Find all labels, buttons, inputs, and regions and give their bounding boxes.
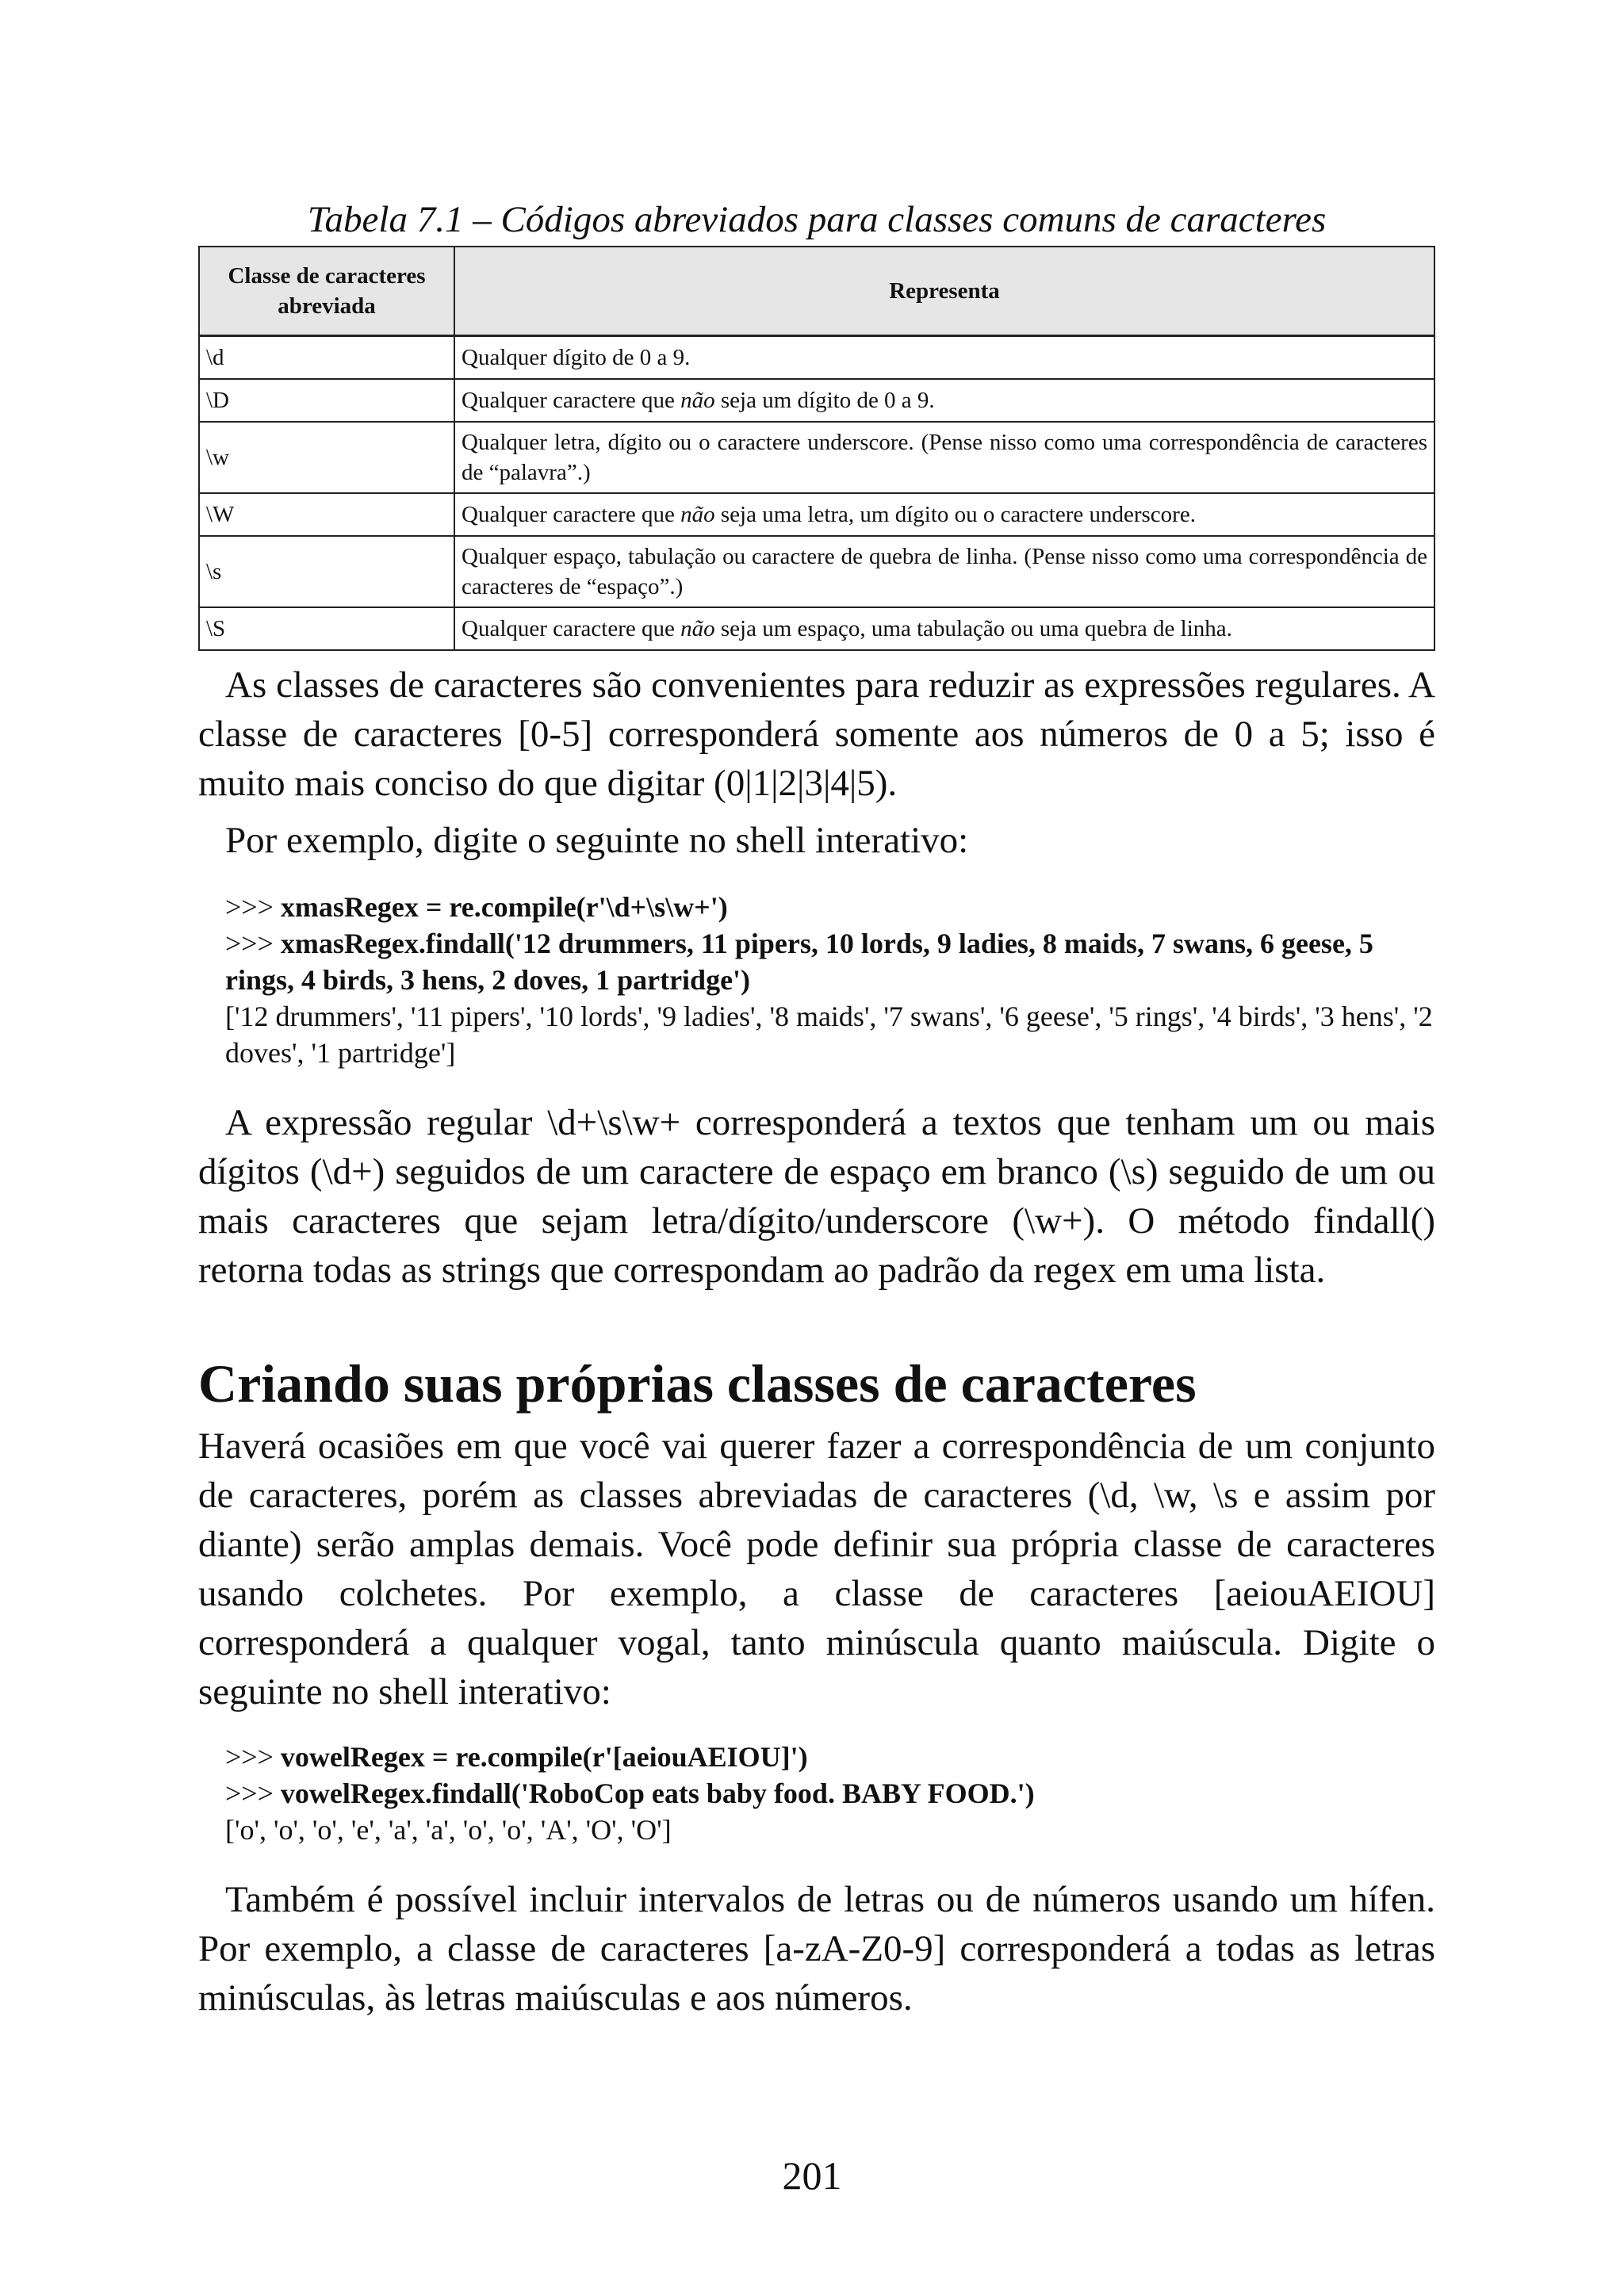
class-description: Qualquer dígito de 0 a 9. [454,336,1434,380]
class-description: Qualquer caractere que não seja um espaço, uma tabulação ou uma quebra de linha. [454,607,1434,650]
class-code: \w [199,422,454,493]
code-line: >>> xmasRegex.findall('12 drummers, 11 pipers, 10 lords, 9 ladies, 8 maids, 7 swans, 6 geese, 5 rings, 4 birds, 3 hens, 2 doves, 1 partridge') [225,928,1373,996]
code-line: >>> vowelRegex = re.compile(r'[aeiouAEIOU]') [225,1741,808,1773]
class-description: Qualquer espaço, tabulação ou caractere de quebra de linha. (Pense nisso como uma correspondência de caracteres de “espaço”.) [454,536,1434,607]
paragraph-regex-explanation: A expressão regular \d+\s\w+ corresponderá a textos que tenham um ou mais dígitos (\d+) seguidos de um caractere de espaço em branco (\s) seguido de um ou mais caracteres que sejam letra/dígito/underscore (\w+). O método findall() retorna todas as strings que correspondam ao padrão da regex em uma lista. [198,1102,1435,1291]
table-row [199,536,1434,607]
table-row [199,493,1434,536]
code-block-vowel [225,1739,1435,1848]
class-code: \s [199,536,454,607]
code-output: ['12 drummers', '11 pipers', '10 lords', '9 ladies', '8 maids', '7 swans', '6 geese', '5 rings', '4 birds', '3 hens', '2 doves', '1 partridge'] [225,1001,1433,1069]
paragraph-ranges: Também é possível incluir intervalos de letras ou de números usando um hífen. Por exemplo, a classe de caracteres [a-zA-Z0-9] corresponderá a todas as letras minúsculas, às letras maiúsculas e aos números. [198,1879,1435,2019]
class-code: \S [199,607,454,650]
code-line: >>> vowelRegex.findall('RoboCop eats baby food. BABY FOOD.') [225,1777,1035,1809]
page-number: 201 [782,2153,842,2198]
paragraph-example-intro: Por exemplo, digite o seguinte no shell interativo: [225,820,969,861]
code-block-xmas [225,889,1435,1071]
class-description: Qualquer caractere que não seja uma letra, um dígito ou o caractere underscore. [454,493,1434,536]
paragraph-character-classes: As classes de caracteres são convenientes para reduzir as expressões regulares. A classe de caracteres [0-5] corresponderá somente aos números de 0 a 5; isso é muito mais conciso do que digitar (0|1|2|3|4|5). [198,664,1435,804]
class-code: \D [199,379,454,422]
table-header-row [199,247,1434,336]
code-line: >>> xmasRegex = re.compile(r'\d+\s\w+') [225,891,728,923]
table-row [199,336,1434,380]
class-code: \d [199,336,454,380]
table-row [199,379,1434,422]
class-description: Qualquer letra, dígito ou o caractere underscore. (Pense nisso como uma correspondência de caracteres de “palavra”.) [454,422,1434,493]
section-title: Criando suas próprias classes de caracteres [198,1353,1197,1414]
character-class-table [198,246,1435,651]
code-output: ['o', 'o', 'o', 'e', 'a', 'a', 'o', 'o', 'A', 'O', 'O'] [225,1814,672,1846]
table-row [199,607,1434,650]
class-description: Qualquer caractere que não seja um dígito de 0 a 9. [454,379,1434,422]
class-code: \W [199,493,454,536]
table-row [199,422,1434,493]
page-content [198,195,1435,2022]
header-class: Classe de caracteres abreviada [199,247,454,336]
table-caption: Tabela 7.1 – Códigos abreviados para classes comuns de caracteres [307,199,1327,240]
paragraph-custom-classes: Haverá ocasiões em que você vai querer fazer a correspondência de um conjunto de caracteres, porém as classes abreviadas de caracteres (\d, \w, \s e assim por diante) serão amplas demais. Você pode definir sua própria classe de caracteres usando colchetes. Por exemplo, a classe de caracteres [aeiouAEIOU] corresponderá a qualquer vogal, tanto minúscula quanto maiúscula. Digite o seguinte no shell interativo: [198,1425,1435,1712]
header-represents: Representa [454,247,1434,336]
